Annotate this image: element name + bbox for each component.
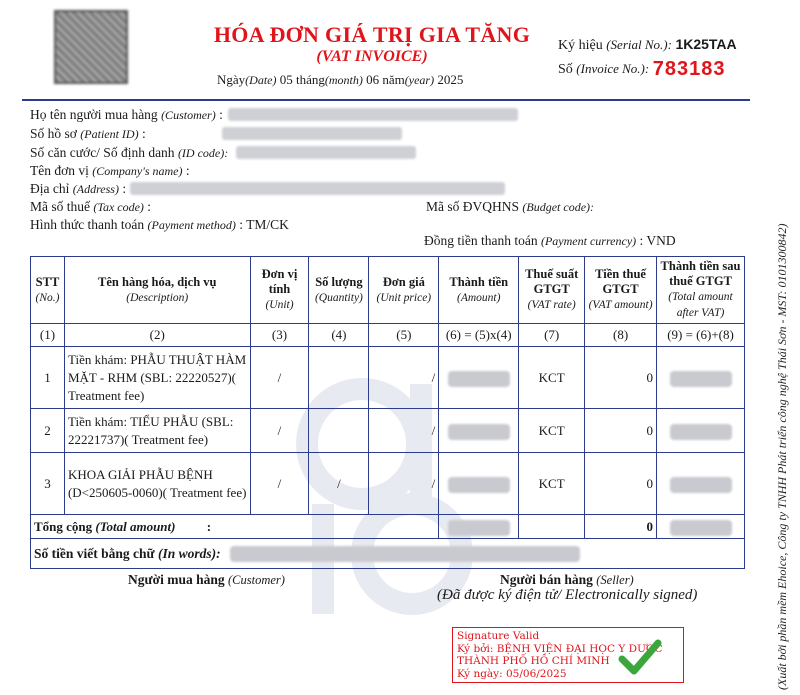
redacted-total: [670, 371, 732, 387]
company-line: Tên đơn vị (Company's name) :: [30, 163, 190, 178]
index-row: (1) (2) (3) (4) (5) (6) = (5)x(4) (7) (8) (9) = (6)+(8): [31, 324, 745, 347]
tax-line: Mã số thuế (Tax code) :: [30, 199, 152, 214]
budget-line: Mã số ĐVQHNS (Budget code):: [426, 199, 595, 214]
idcode-line: Số căn cước/ Số định danh (ID code):: [30, 145, 229, 160]
payment-line: Hình thức thanh toán (Payment method) : TM/CK: [30, 217, 289, 232]
table-row: 3 KHOA GIẢI PHẪU BỆNH (D<250605-0060)( Treatment fee) / / / KCT 0: [31, 453, 745, 515]
items-table: [30, 256, 745, 569]
electronically-signed-note: (Đã được ký điện tử/ Electronically signed): [437, 587, 698, 603]
invoice-date: Ngày(Date) 05 tháng(month) 06 năm(year) 2025: [217, 72, 464, 87]
total-vat: 0: [585, 515, 657, 539]
qr-code: [54, 10, 128, 84]
redacted-grand-total: [670, 520, 732, 536]
serial-number: Ký hiệu (Serial No.): 1K25TAA: [558, 36, 737, 53]
redacted-amount: [448, 477, 510, 493]
currency-line: Đồng tiền thanh toán (Payment currency) : VND: [424, 233, 676, 248]
invoice-subtitle: (VAT INVOICE): [316, 48, 428, 65]
col-quantity: Số lượng (Quantity): [309, 257, 369, 324]
redacted-amount: [448, 371, 510, 387]
header-row: [31, 257, 745, 324]
customer-line: Họ tên người mua hàng (Customer) :: [30, 107, 223, 122]
seller-signature-label: Người bán hàng (Seller): [500, 572, 634, 587]
redacted-amount: [448, 424, 510, 440]
invoice-number: Số (Invoice No.): 783183: [558, 58, 726, 80]
redacted-id-code: [236, 146, 416, 159]
words-row: Số tiền viết bằng chữ (In words):: [31, 539, 745, 569]
col-total: Thành tiền sau thuế GTGT (Total amount after VAT): [657, 257, 745, 324]
buyer-signature-label: Người mua hàng (Customer): [128, 572, 285, 587]
total-row: Tổng cộng (Total amount) : 0: [31, 515, 745, 539]
patient-line: Số hồ sơ (Patient ID) :: [30, 126, 146, 141]
col-description: Tên hàng hóa, dịch vụ (Description): [64, 257, 250, 324]
checkmark-icon: [618, 637, 662, 677]
col-unit-price: Đơn giá (Unit price): [369, 257, 439, 324]
top-divider: [22, 99, 750, 101]
redacted-total: [670, 424, 732, 440]
software-provider-note: (Xuất bởi phần mềm Ehoice, Công ty TNHH Phát triển công nghệ Thái Sơn - MST: 0101300842): [775, 223, 789, 690]
redacted-total: [670, 477, 732, 493]
redacted-address: [130, 182, 505, 195]
invoice-title: HÓA ĐƠN GIÁ TRỊ GIA TĂNG: [213, 22, 531, 47]
col-unit: Đơn vị tính (Unit): [250, 257, 309, 324]
redacted-total-amount: [448, 520, 510, 536]
total-label: Tổng cộng: [34, 518, 93, 534]
col-vat-rate: Thuế suất GTGT (VAT rate): [519, 257, 585, 324]
redacted-customer: [228, 108, 518, 121]
table-row: 1 Tiền khám: PHẪU THUẬT HÀM MẶT - RHM (SBL: 22220527)( Treatment fee) / / KCT 0: [31, 347, 745, 409]
digital-signature-box: Signature Valid Ký bởi: BỆNH VIỆN ĐẠI HỌC Y DƯỢC THÀNH PHỐ HỒ CHÍ MINH Ký ngày: 05/06/2025: [452, 627, 684, 683]
redacted-patient-id: [222, 127, 402, 140]
col-vat-amount: Tiền thuế GTGT (VAT amount): [585, 257, 657, 324]
col-amount: Thành tiền (Amount): [439, 257, 519, 324]
table-row: 2 Tiền khám: TIỂU PHẪU (SBL: 22221737)( Treatment fee) / / KCT 0: [31, 409, 745, 453]
col-no: STT (No.): [31, 257, 65, 324]
address-line: Địa chỉ (Address) :: [30, 181, 127, 196]
redacted-in-words: [230, 546, 580, 562]
